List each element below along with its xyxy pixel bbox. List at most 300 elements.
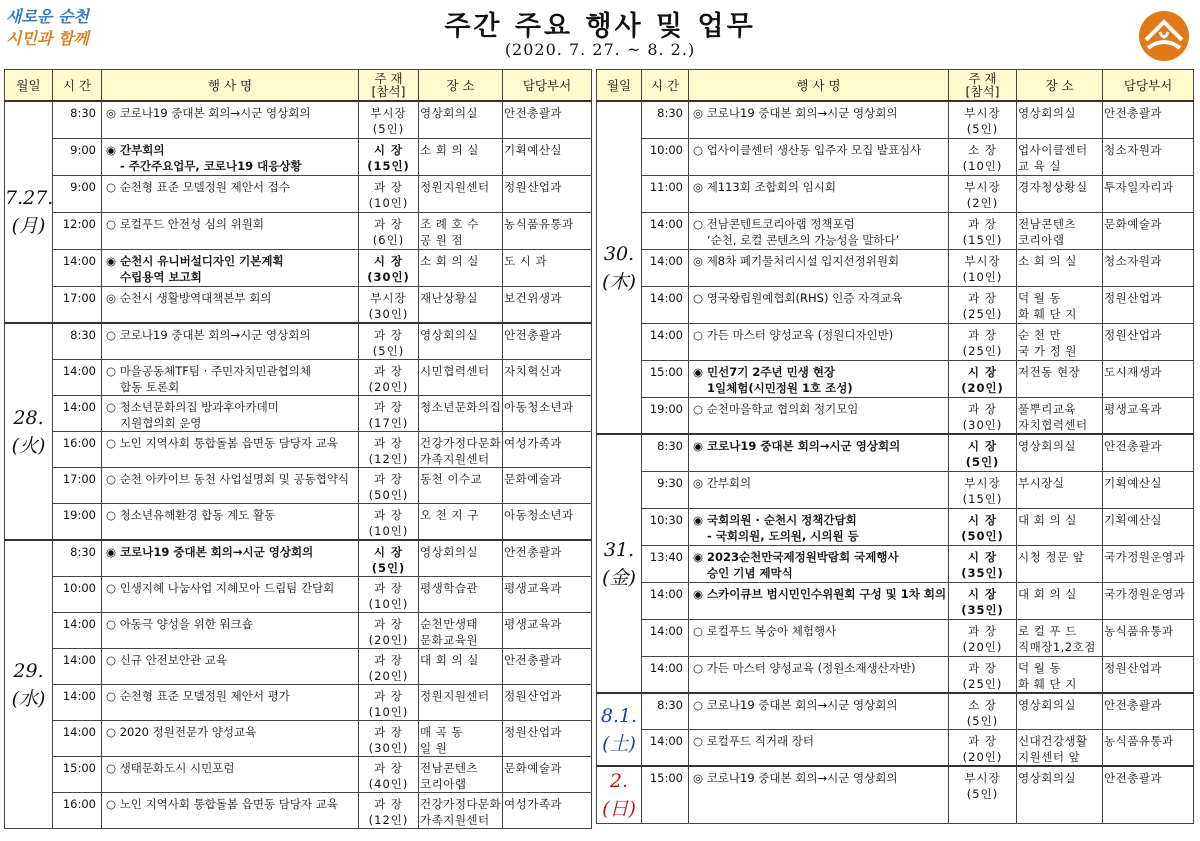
table-row: [597, 656, 1194, 693]
time-cell: 10:00: [53, 577, 102, 613]
host-cell: [949, 101, 1017, 138]
time-cell: 15:00: [642, 360, 689, 397]
host-name: 시 장: [967, 439, 998, 453]
event-cell: [689, 693, 949, 730]
time-cell: 15:00: [53, 757, 102, 793]
place-cell: [419, 721, 503, 757]
event-name: ○ 신규 안전보안관 교육: [106, 653, 227, 667]
place-cell: [1017, 323, 1103, 360]
place-detail: 문화교육원: [420, 633, 479, 647]
host-name: 시 장: [967, 549, 998, 564]
host-name: 과 장: [374, 761, 403, 775]
place-cell: [419, 175, 503, 212]
place-name: 대 회 의 실: [420, 653, 479, 667]
place-detail: 직매장1,2호점: [1018, 639, 1096, 654]
host-name: 소 장: [968, 142, 997, 157]
dept-cell: 정원산업과: [503, 685, 592, 721]
event-cell: [102, 721, 359, 757]
day-cell: 30. (木): [597, 101, 642, 434]
host-cell: [949, 286, 1017, 323]
host-cell: [949, 545, 1017, 582]
attendee-count: (50인): [961, 528, 1004, 543]
event-cell: [689, 582, 949, 619]
time-cell: 19:00: [642, 397, 689, 434]
event-name: ○ 생태문화도시 시민포럼: [106, 761, 235, 775]
host-cell: [359, 175, 419, 212]
table-row: [597, 693, 1194, 730]
place-cell: [1017, 545, 1103, 582]
dept-cell: 여성가족과: [503, 793, 592, 829]
place-name: 순 천 만: [1018, 327, 1062, 342]
place-name: 업사이클센터: [1018, 142, 1088, 157]
event-name: ○ 아동극 양성을 위한 워크숍: [106, 617, 253, 631]
host-cell: [949, 175, 1017, 212]
host-cell: [359, 468, 419, 504]
table-row: [597, 323, 1194, 360]
event-name: ○ 로컬푸드 직거래 장터: [693, 734, 814, 748]
table-row: [597, 471, 1194, 508]
place-name: 청소년문화의집: [420, 400, 502, 414]
event-cell: [102, 757, 359, 793]
host-name: 과 장: [968, 290, 997, 305]
event-name: ◉ 국회의원 · 순천시 정책간담회: [693, 512, 857, 527]
event-cell: [689, 471, 949, 508]
table-row: [5, 468, 592, 504]
host-name: 과 장: [374, 328, 403, 342]
dept-cell: 안전총괄과: [503, 540, 592, 577]
host-cell: [359, 613, 419, 649]
time-cell: 14:00: [53, 613, 102, 649]
dept-cell: 국가정원운영과: [1103, 545, 1194, 582]
dept-cell: 자치혁신과: [503, 360, 592, 396]
place-name: 덕 월 동: [1018, 290, 1062, 305]
event-name: ○ 청소년문화의집 방과후아카데미: [106, 400, 279, 414]
place-cell: [1017, 138, 1103, 175]
attendee-count: (20인): [962, 750, 1003, 764]
host-name: 과 장: [374, 179, 403, 194]
host-name: 과 장: [968, 327, 997, 342]
host-cell: [949, 582, 1017, 619]
event-cell: [689, 212, 949, 249]
place-cell: [419, 468, 503, 504]
dept-cell: 문화예술과: [1103, 212, 1194, 249]
table-row: [597, 766, 1194, 824]
host-name: 과 장: [374, 400, 403, 414]
event-name: ○ 전남콘텐트코리아랩 정책포럼: [693, 216, 855, 231]
table-row: [5, 432, 592, 468]
place-cell: [419, 540, 503, 577]
place-cell: [419, 432, 503, 468]
place-cell: [1017, 471, 1103, 508]
host-name: 시 장: [967, 586, 998, 601]
host-name: 과 장: [968, 660, 997, 675]
host-cell: [359, 757, 419, 793]
dept-cell: 문화예술과: [503, 757, 592, 793]
host-name: 과 장: [374, 653, 403, 667]
place-name: 대 회 의 실: [1018, 512, 1077, 527]
event-cell: [689, 545, 949, 582]
host-name: 과 장: [374, 617, 403, 631]
table-row: [5, 757, 592, 793]
dept-cell: 투자일자리과: [1103, 175, 1194, 212]
event-name: ○ 인생지혜 나눔사업 지혜모아 드림팀 간담회: [106, 581, 335, 595]
event-detail: - 주간주요업무, 코로나19 대응상황: [120, 158, 302, 173]
time-cell: 14:00: [642, 249, 689, 286]
table-row: [5, 286, 592, 323]
dept-cell: 안전총괄과: [503, 323, 592, 360]
day-cell: 2. (日): [597, 766, 642, 824]
column-header: 장 소: [1017, 70, 1103, 102]
column-header: 행 사 명: [689, 70, 949, 102]
dept-cell: 정원산업과: [1103, 656, 1194, 693]
place-name: 영상회의실: [1018, 106, 1077, 120]
host-name: 부시장: [964, 475, 1001, 490]
attendee-count: (15인): [962, 491, 1003, 506]
event-cell: [102, 360, 359, 396]
attendee-count: (10인): [368, 597, 409, 611]
event-cell: [102, 613, 359, 649]
dept-cell: 아동청소년과: [503, 504, 592, 541]
time-cell: 14:00: [53, 685, 102, 721]
event-cell: [102, 793, 359, 829]
host-name: 부시장: [964, 179, 1001, 194]
table-row: [5, 175, 592, 212]
host-cell: [359, 577, 419, 613]
column-header: 주 재 [참석]: [949, 70, 1017, 102]
place-cell: [419, 757, 503, 793]
place-cell: [1017, 730, 1103, 767]
place-name: 소 회 의 실: [420, 253, 479, 268]
place-name: 저전동 현장: [1018, 364, 1081, 379]
event-name: ○ 노인 지역사회 통합돌봄 읍면동 담당자 교육: [106, 436, 338, 450]
attendee-count: (25인): [962, 306, 1003, 321]
column-header: 담당부서: [1103, 70, 1194, 102]
table-row: [5, 721, 592, 757]
event-cell: [102, 540, 359, 577]
dept-cell: 기획예산실: [503, 138, 592, 175]
place-cell: [419, 360, 503, 396]
event-name: ◉ 코로나19 중대본 회의→시군 영상회의: [693, 439, 901, 453]
place-name: 영상회의실: [420, 328, 479, 342]
host-name: 시 장: [373, 545, 404, 559]
logo-line-1: 새로운 순천: [6, 7, 89, 26]
host-name: 과 장: [374, 797, 403, 811]
dept-cell: 안전총괄과: [503, 101, 592, 138]
event-name: ○ 순천마을학교 협의회 정기모임: [693, 401, 859, 416]
place-cell: [419, 323, 503, 360]
place-cell: [1017, 249, 1103, 286]
column-header: 시 간: [53, 70, 102, 102]
place-name: 매 곡 동: [420, 725, 464, 739]
table-row: [5, 249, 592, 286]
place-cell: [419, 249, 503, 286]
event-cell: [689, 656, 949, 693]
dept-cell: 평생교육과: [503, 577, 592, 613]
host-cell: [359, 360, 419, 396]
place-name: 순천만생태: [420, 617, 479, 631]
attendee-count: (40인): [368, 777, 409, 791]
table-row: [597, 175, 1194, 212]
event-cell: [689, 138, 949, 175]
place-name: 건강가정다문화: [420, 436, 502, 450]
time-cell: 10:30: [642, 508, 689, 545]
event-cell: [689, 175, 949, 212]
event-name: ○ 코로나19 중대본 회의→시군 영상회의: [693, 698, 898, 712]
dept-cell: 도 시 과: [503, 249, 592, 286]
attendee-count: (6인): [372, 232, 405, 247]
place-cell: [1017, 397, 1103, 434]
place-cell: [419, 101, 503, 138]
dept-cell: 정원산업과: [1103, 286, 1194, 323]
time-cell: 14:00: [53, 360, 102, 396]
event-name: ◎ 제113회 조합회의 임시회: [693, 179, 836, 194]
column-header: 담당부서: [503, 70, 592, 102]
attendee-count: (12인): [368, 452, 409, 466]
table-row: [5, 577, 592, 613]
place-detail: 코리아랩: [420, 777, 467, 791]
place-name: 부시장실: [1018, 475, 1065, 490]
host-name: 과 장: [374, 508, 403, 522]
time-cell: 11:00: [642, 175, 689, 212]
place-detail: 가족지원센터: [420, 452, 490, 466]
host-name: 과 장: [968, 623, 997, 638]
event-name: ○ 로컬푸드 안전성 심의 위원회: [106, 216, 264, 231]
time-cell: 14:00: [642, 286, 689, 323]
attendee-count: (5인): [966, 787, 999, 801]
dept-cell: 농식품유통과: [1103, 730, 1194, 767]
place-cell: [419, 613, 503, 649]
dept-cell: 여성가족과: [503, 432, 592, 468]
place-detail: 지원센터 앞: [1018, 750, 1081, 764]
dept-cell: 청소자원과: [1103, 249, 1194, 286]
table-row: [597, 212, 1194, 249]
day-cell: 28. (火): [5, 323, 53, 540]
table-row: [5, 685, 592, 721]
place-cell: [1017, 693, 1103, 730]
attendee-count: (17인): [368, 416, 409, 430]
dept-cell: 국가정원운영과: [1103, 582, 1194, 619]
place-cell: [1017, 286, 1103, 323]
event-cell: [102, 323, 359, 360]
place-cell: [419, 286, 503, 323]
event-name: ○ 2020 정원전문가 양성교육: [106, 725, 257, 739]
place-cell: [1017, 766, 1103, 824]
time-cell: 9:00: [53, 175, 102, 212]
page-title: 주간 주요 행사 및 업무: [444, 11, 756, 42]
attendee-count: (35인): [961, 565, 1004, 580]
attendee-count: (15인): [962, 232, 1003, 247]
table-row: [5, 649, 592, 685]
header-row: [597, 70, 1194, 102]
attendee-count: (25인): [962, 676, 1003, 691]
attendee-count: (12인): [368, 813, 409, 827]
event-name: ◎ 코로나19 중대본 회의→시군 영상회의: [106, 106, 311, 120]
event-cell: [689, 286, 949, 323]
place-name: 소 회 의 실: [1018, 253, 1077, 268]
dept-cell: 정원산업과: [503, 175, 592, 212]
attendee-count: (30인): [962, 417, 1003, 432]
place-name: 재난상황실: [420, 290, 479, 305]
place-name: 전남콘텐츠: [420, 761, 479, 775]
attendee-count: (30인): [368, 741, 409, 755]
host-cell: [359, 286, 419, 323]
place-cell: [1017, 212, 1103, 249]
place-cell: [419, 138, 503, 175]
table-row: [5, 613, 592, 649]
attendee-count: (35인): [961, 602, 1004, 617]
host-name: 시 장: [373, 253, 404, 268]
place-name: 시청 정문 앞: [1018, 549, 1085, 564]
place-cell: [419, 577, 503, 613]
attendee-count: (10인): [368, 524, 409, 538]
host-cell: [949, 138, 1017, 175]
attendee-count: (5인): [965, 455, 1000, 469]
event-detail: 1일체험(시민정원 1호 조성): [707, 380, 853, 395]
table-row: [5, 101, 592, 138]
header-row: [5, 70, 592, 102]
column-header: 시 간: [642, 70, 689, 102]
time-cell: 8:30: [53, 101, 102, 138]
place-detail: 화 훼 단 지: [1018, 306, 1077, 321]
event-cell: [102, 175, 359, 212]
schedule-table-right: [596, 69, 1194, 824]
event-name: ◎ 순천시 생활방역대책본부 회의: [106, 290, 272, 305]
table-row: [5, 793, 592, 829]
host-cell: [949, 323, 1017, 360]
host-cell: [359, 793, 419, 829]
attendee-count: (10인): [962, 158, 1003, 173]
time-cell: 17:00: [53, 468, 102, 504]
event-cell: [102, 432, 359, 468]
attendee-count: (5인): [372, 344, 405, 358]
host-name: 부시장: [964, 253, 1001, 268]
place-cell: [419, 649, 503, 685]
place-cell: [419, 793, 503, 829]
attendee-count: (5인): [966, 122, 999, 136]
event-name: ◎ 코로나19 중대본 회의→시군 영상회의: [693, 106, 898, 120]
host-name: 부시장: [370, 106, 407, 120]
place-cell: [419, 396, 503, 432]
dept-cell: 기획예산실: [1103, 508, 1194, 545]
place-name: 건강가정다문화: [420, 797, 502, 811]
event-name: ◎ 코로나19 중대본 회의→시군 영상회의: [693, 771, 898, 785]
event-cell: [102, 577, 359, 613]
date-range: (2020. 7. 27. ~ 8. 2.): [504, 40, 696, 59]
host-name: 과 장: [374, 725, 403, 739]
time-cell: 14:00: [53, 396, 102, 432]
time-cell: 9:00: [53, 138, 102, 175]
place-cell: [1017, 656, 1103, 693]
event-detail: 지원협의회 운영: [120, 416, 202, 430]
attendee-count: (20인): [368, 380, 409, 394]
event-name: ◎ 간부회의: [693, 475, 752, 490]
dept-cell: 안전총괄과: [1103, 434, 1194, 471]
event-name: ○ 로컬푸드 복숭아 체험행사: [693, 623, 837, 638]
event-cell: [689, 508, 949, 545]
place-detail: 국 가 정 원: [1018, 343, 1077, 358]
place-name: 정원지원센터: [420, 179, 490, 194]
time-cell: 8:30: [642, 101, 689, 138]
time-cell: 8:30: [53, 540, 102, 577]
dept-cell: 농식품유통과: [503, 212, 592, 249]
place-name: 로 컬 푸 드: [1018, 623, 1077, 638]
event-detail: 수립용역 보고회: [120, 269, 202, 284]
place-name: 조 례 호 수: [420, 216, 479, 231]
host-cell: [949, 656, 1017, 693]
place-detail: 가족지원센터: [420, 813, 490, 827]
host-cell: [949, 434, 1017, 471]
place-name: 신대건강생활: [1018, 734, 1088, 748]
place-cell: [1017, 434, 1103, 471]
time-cell: 14:00: [642, 619, 689, 656]
attendee-count: (20인): [962, 639, 1003, 654]
time-cell: 8:30: [53, 323, 102, 360]
logo-line-2: 시민과 함께: [6, 29, 89, 48]
attendee-count: (5인): [372, 122, 405, 136]
time-cell: 14:00: [642, 323, 689, 360]
table-row: [5, 504, 592, 541]
table-row: [597, 619, 1194, 656]
place-name: 영상회의실: [420, 106, 479, 120]
host-cell: [949, 619, 1017, 656]
dept-cell: 농식품유통과: [1103, 619, 1194, 656]
time-cell: 13:40: [642, 545, 689, 582]
attendee-count: (5인): [371, 561, 406, 575]
host-cell: [359, 432, 419, 468]
time-cell: 14:00: [53, 249, 102, 286]
table-row: [5, 323, 592, 360]
dept-cell: 도시재생과: [1103, 360, 1194, 397]
event-cell: [689, 360, 949, 397]
place-detail: 화 훼 단 지: [1018, 676, 1077, 691]
host-name: 시 장: [967, 512, 998, 527]
place-name: 대 회 의 실: [1018, 586, 1077, 601]
event-name: ○ 영국왕립원예협회(RHS) 인증 자격교육: [693, 290, 903, 305]
place-detail: 공 원 점: [420, 232, 464, 247]
event-cell: [102, 138, 359, 175]
place-name: 덕 월 동: [1018, 660, 1062, 675]
dept-cell: 평생교육과: [1103, 397, 1194, 434]
time-cell: 14:00: [642, 582, 689, 619]
time-cell: 9:30: [642, 471, 689, 508]
event-name: ◉ 민선7기 2주년 민생 현장: [693, 364, 836, 379]
table-row: [597, 360, 1194, 397]
time-cell: 19:00: [53, 504, 102, 541]
host-cell: [359, 249, 419, 286]
table-row: [5, 396, 592, 432]
event-name: ○ 순천형 표준 모델정원 제안서 평가: [106, 689, 290, 703]
event-cell: [102, 212, 359, 249]
event-detail: - 국회의원, 도의원, 시의원 등: [707, 528, 859, 543]
place-detail: 코리아랩: [1018, 232, 1065, 247]
attendee-count: (2인): [966, 195, 999, 210]
event-cell: [102, 101, 359, 138]
host-cell: [359, 540, 419, 577]
table-row: [597, 434, 1194, 471]
attendee-count: (30인): [367, 269, 410, 284]
place-cell: [419, 212, 503, 249]
attendee-count: (20인): [368, 633, 409, 647]
place-name: 평생학습관: [420, 581, 479, 595]
host-cell: [949, 249, 1017, 286]
host-name: 과 장: [374, 581, 403, 595]
time-cell: 14:00: [642, 656, 689, 693]
host-name: 부시장: [964, 106, 1001, 120]
host-cell: [359, 101, 419, 138]
dept-cell: 안전총괄과: [1103, 101, 1194, 138]
dept-cell: 안전총괄과: [1103, 693, 1194, 730]
column-header: 월일: [5, 70, 53, 102]
